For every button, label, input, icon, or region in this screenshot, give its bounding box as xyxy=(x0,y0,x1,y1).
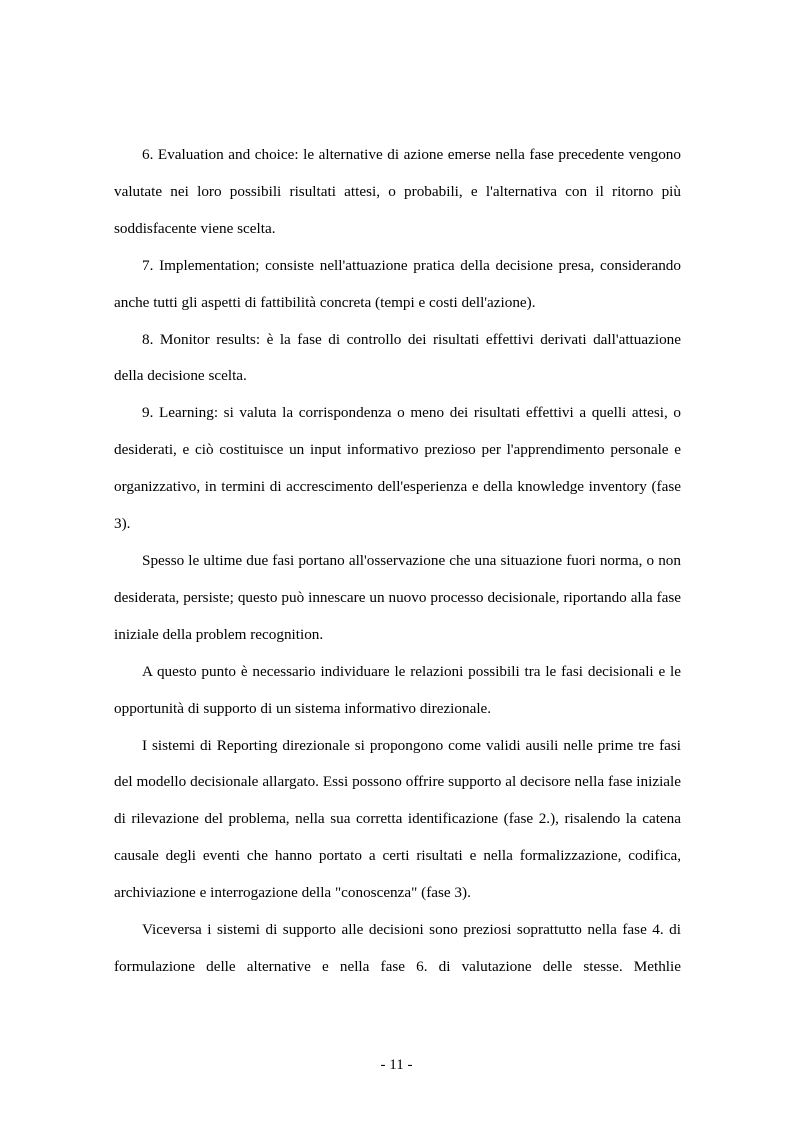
paragraph-relations: A questo punto è necessario individuare le relazioni possibili tra le fasi decisionali e le opportunità di supporto di un sistema informativo direzionale. xyxy=(114,662,681,717)
paragraph-last-phases: Spesso le ultime due fasi portano all'osservazione che una situazione fuori norma, o non desiderata, persiste; questo può innescare un nuovo processo decisionale, riportando alla fase iniziale della problem recognition. xyxy=(114,551,681,643)
paragraph-learning: 9. Learning: si valuta la corrispondenza o meno dei risultati effettivi a quelli attesi, o desiderati, e ciò costituisce un input informativo prezioso per l'apprendimento personale e organizzativo, in termini di accrescimento dell'esperienza e della knowledge inventory (fase 3). xyxy=(114,404,681,533)
body-text xyxy=(114,137,681,986)
page-number: - 11 - xyxy=(380,1057,413,1073)
paragraph-monitor-results: 8. Monitor results: è la fase di controllo dei risultati effettivi derivati dall'attuazione della decisione scelta. xyxy=(114,330,681,385)
paragraph-implementation: 7. Implementation; consiste nell'attuazione pratica della decisione presa, considerando anche tutti gli aspetti di fattibilità concreta (tempi e costi dell'azione). xyxy=(114,256,681,311)
paragraph-reporting-systems: I sistemi di Reporting direzionale si propongono come validi ausili nelle prime tre fasi del modello decisionale allargato. Essi possono offrire supporto al decisore nella fase iniziale di rilevazione del problema, nella sua corretta identificazione (fase 2.), risalendo la catena causale degli eventi che hanno portato a certi risultati e nella formalizzazione, codifica, archiviazione e interrogazione della "conoscenza" (fase 3). xyxy=(114,736,681,902)
paragraph-evaluation-and-choice: 6. Evaluation and choice: le alternative di azione emerse nella fase precedente vengono valutate nei loro possibili risultati attesi, o probabili, e l'alternativa con il ritorno più soddisfacente viene scelta. xyxy=(114,146,681,237)
paragraph-decision-support: Viceversa i sistemi di supporto alle decisioni sono preziosi soprattutto nella fase 4. di formulazione delle alternative e nella fase 6. di valutazione delle stesse. Methlie xyxy=(114,921,681,975)
